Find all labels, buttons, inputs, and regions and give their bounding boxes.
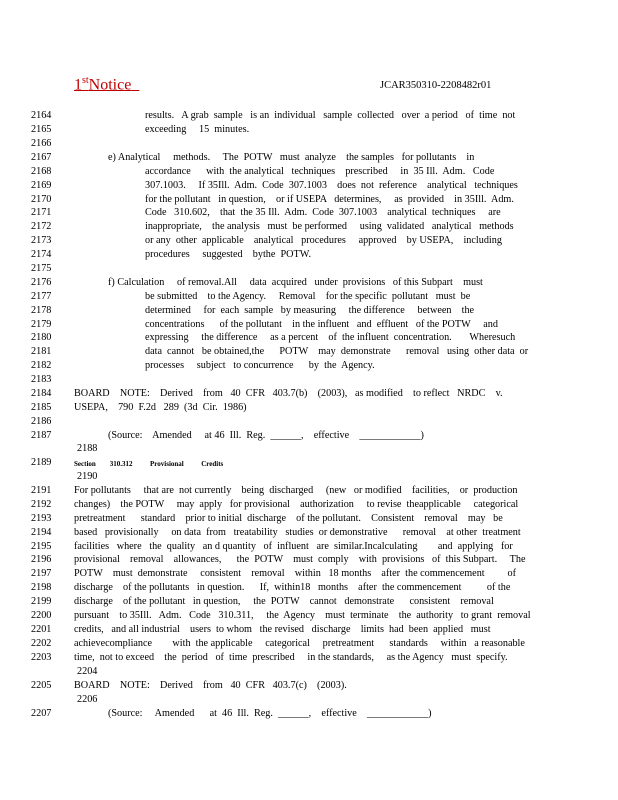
line-number: 2201: [31, 624, 52, 635]
line-number: 2182: [31, 360, 52, 371]
line-text: pursuant to 35Ill. Adm. Code 310.311, the Agency must terminate the authority to grant removal: [74, 610, 531, 621]
line-number: 2205: [31, 680, 52, 691]
line-number: 2199: [31, 596, 52, 607]
line-number: 2192: [31, 499, 52, 510]
line-text: discharge of the pollutants in question. If, within18 months after the commencement of the: [74, 582, 511, 593]
line-text: results. A grab sample is an individual sample collected over a period of time not: [145, 110, 516, 121]
line-number: 2178: [31, 305, 52, 316]
line-text: based provisionally on data from treatability studies or demonstrative removal at other treatment: [74, 527, 521, 538]
line-text: credits, and all industrial users to whom the revised discharge limits had been applied must: [74, 624, 491, 635]
line-text: determined for each sample by measuring the difference between the: [145, 305, 475, 316]
line-text: accordance with the analytical techniques prescribed in 35 Ill. Adm. Code: [145, 166, 495, 177]
inline-line-number-2206: 2206: [77, 694, 98, 705]
line-number: 2174: [31, 249, 52, 260]
line-number: 2196: [31, 554, 52, 565]
line-text: procedures suggested bythe POTW.: [145, 249, 311, 260]
line-number: 2185: [31, 402, 52, 413]
line-text: e) Analytical methods. The POTW must analyze the samples for pollutants in: [108, 152, 475, 163]
line-text: (Source: Amended at 46 Ill. Reg. ______, effective ____________): [108, 430, 424, 441]
line-text: achievecompliance with the applicable categorical pretreatment standards within a reasonable: [74, 638, 525, 649]
line-number: 2200: [31, 610, 52, 621]
line-number: 2194: [31, 527, 52, 538]
line-number: 2169: [31, 180, 52, 191]
line-text: processes subject to concurrence by the Agency.: [145, 360, 375, 371]
line-text: exceeding 15 minutes.: [145, 124, 250, 135]
line-text: BOARD NOTE: Derived from 40 CFR 403.7(b) (2003), as modified to reflect NRDC v.: [74, 388, 503, 399]
notice-prefix: 1: [74, 76, 82, 94]
line-number: 2195: [31, 541, 52, 552]
inline-line-number-2188: 2188: [77, 443, 98, 454]
line-text: POTW must demonstrate consistent removal within 18 months after the commencement of: [74, 568, 517, 579]
line-number: 2193: [31, 513, 52, 524]
line-text: for the pollutant in question, or if USEPA determines, as provided in 35Ill. Adm.: [145, 194, 514, 205]
line-text: USEPA, 790 F.2d 289 (3d Cir. 1986): [74, 402, 247, 413]
line-text: pretreatment standard prior to initial discharge of the pollutant. Consistent removal may be: [74, 513, 503, 524]
line-number: 2168: [31, 166, 52, 177]
line-text: provisional removal allowances, the POTW must comply with provisions of this Subpart. The: [74, 554, 526, 565]
line-number: 2184: [31, 388, 52, 399]
line-number: 2167: [31, 152, 52, 163]
line-number: 2165: [31, 124, 52, 135]
line-number: 2183: [31, 374, 52, 385]
section-heading: Section 310.312 Provisional Credits: [74, 460, 224, 468]
line-number: 2203: [31, 652, 52, 663]
inline-line-number-2190: 2190: [77, 471, 98, 482]
line-text: (Source: Amended at 46 Ill. Reg. ______, effective ____________): [108, 708, 432, 719]
line-number: 2198: [31, 582, 52, 593]
line-text: time, not to exceed the period of time prescribed in the standards, as the Agency must specify.: [74, 652, 508, 663]
line-text: For pollutants that are not currently being discharged (new or modified facilities, or production: [74, 485, 518, 496]
line-text: f) Calculation of removal.All data acquired under provisions of this Subpart must: [108, 277, 483, 288]
line-text: or any other applicable analytical procedures approved by USEPA, including: [145, 235, 502, 246]
line-text: 307.1003. If 35Ill. Adm. Code 307.1003 does not reference analytical techniques: [145, 180, 518, 191]
line-number: 2202: [31, 638, 52, 649]
line-number: 2180: [31, 332, 52, 343]
line-number: 2177: [31, 291, 52, 302]
line-number: 2197: [31, 568, 52, 579]
line-number: 2170: [31, 194, 52, 205]
line-number: 2179: [31, 319, 52, 330]
document-code: JCAR350310-2208482r01: [380, 80, 492, 91]
inline-line-number-2204: 2204: [77, 666, 98, 677]
line-number: 2186: [31, 416, 52, 427]
notice-sup: st: [82, 75, 89, 86]
line-text: Code 310.602, that the 35 Ill. Adm. Code 307.1003 analytical techniques are: [145, 207, 501, 218]
notice-heading: [74, 75, 139, 94]
notice-text: Notice: [88, 76, 132, 94]
line-text: changes) the POTW may apply for provisional authorization to revise theapplicable categorical: [74, 499, 519, 510]
line-text: be submitted to the Agency. Removal for the specific pollutant must be: [145, 291, 471, 302]
line-text: concentrations of the pollutant in the influent and effluent of the POTW and: [145, 319, 498, 330]
line-number: 2181: [31, 346, 52, 357]
line-number: 2172: [31, 221, 52, 232]
line-text: inappropriate, the analysis must be performed using validated analytical methods: [145, 221, 514, 232]
line-number: 2187: [31, 430, 52, 441]
line-number: 2171: [31, 207, 52, 218]
line-number: 2176: [31, 277, 52, 288]
line-number: 2173: [31, 235, 52, 246]
line-number: 2191: [31, 485, 52, 496]
line-number: 2207: [31, 708, 52, 719]
line-number: 2166: [31, 138, 52, 149]
line-text: data cannot be obtained,the POTW may demonstrate removal using other data or: [145, 346, 529, 357]
line-text: discharge of the pollutant in question, the POTW cannot demonstrate consistent removal: [74, 596, 494, 607]
line-text: facilities where the quality an d quantity of influent are similar.Incalculating and applying for: [74, 541, 513, 552]
line-text: expressing the difference as a percent of the influent concentration. Wheresuch: [145, 332, 516, 343]
line-number: 2164: [31, 110, 52, 121]
line-number: 2175: [31, 263, 52, 274]
line-number: 2189: [31, 457, 52, 468]
line-text: BOARD NOTE: Derived from 40 CFR 403.7(c) (2003).: [74, 680, 347, 691]
